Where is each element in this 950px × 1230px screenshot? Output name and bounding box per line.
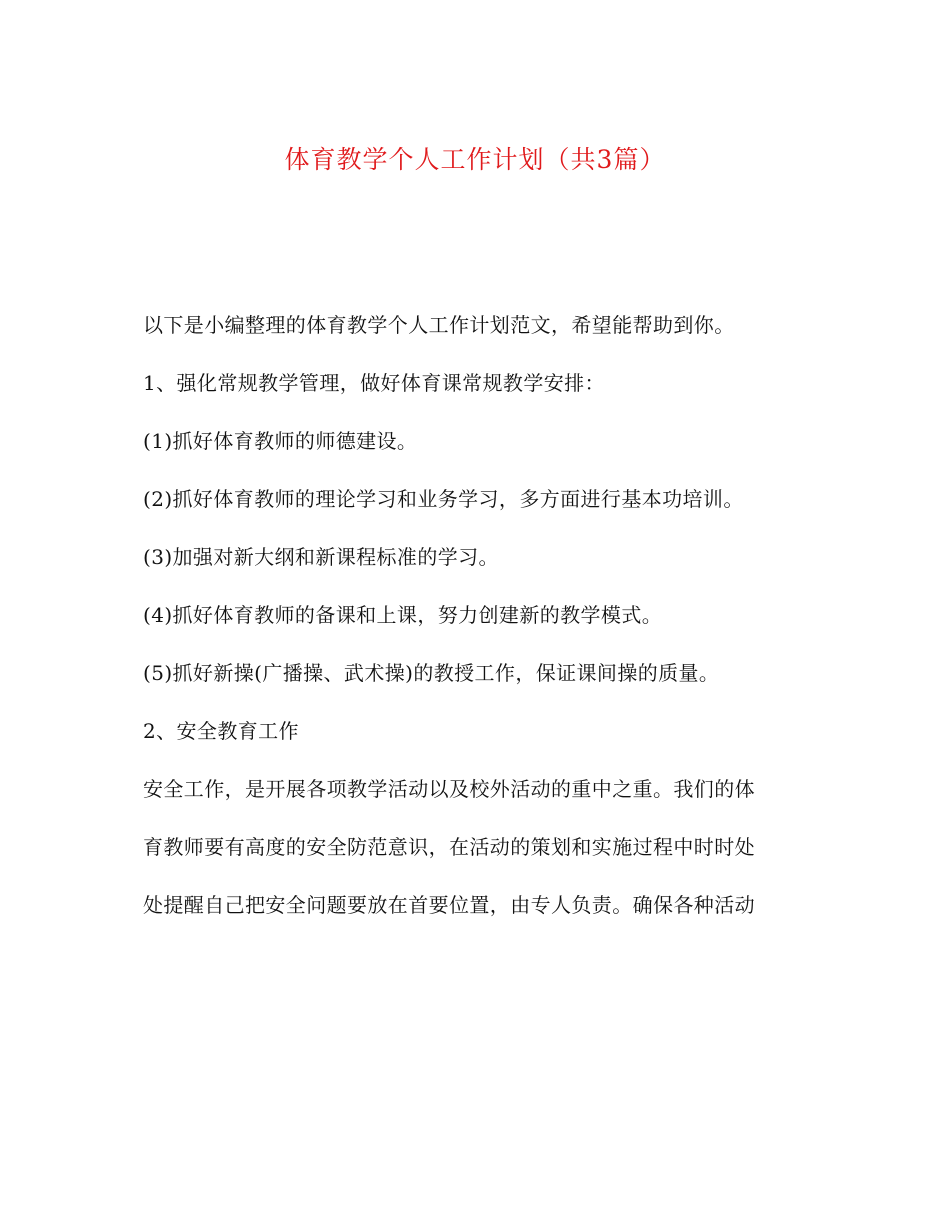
list-item: (5)抓好新操(广播操、武术操)的教授工作，保证课间操的质量。 (143, 661, 720, 685)
section-heading-2: 2、安全教育工作 (143, 719, 299, 743)
paragraph-line: 育教师要有高度的安全防范意识，在活动的策划和实施过程中时时处 (143, 835, 755, 859)
document-body (143, 296, 808, 934)
paragraph-line: 处提醒自己把安全问题要放在首要位置，由专人负责。确保各种活动 (143, 893, 755, 917)
document-title: 体育教学个人工作计划（共3篇） (284, 145, 666, 174)
paragraph-line: 安全工作，是开展各项教学活动以及校外活动的重中之重。我们的体 (143, 777, 755, 801)
list-item: (4)抓好体育教师的备课和上课，努力创建新的教学模式。 (143, 603, 663, 627)
section-heading-1: 1、强化常规教学管理，做好体育课常规教学安排： (143, 371, 605, 395)
list-item: (1)抓好体育教师的师德建设。 (143, 429, 418, 453)
list-item: (3)加强对新大纲和新课程标准的学习。 (143, 545, 499, 569)
list-item: (2)抓好体育教师的理论学习和业务学习，多方面进行基本功培训。 (143, 487, 744, 511)
safety-paragraph (143, 760, 808, 934)
intro-paragraph: 以下是小编整理的体育教学个人工作计划范文，希望能帮助到你。 (143, 313, 735, 337)
